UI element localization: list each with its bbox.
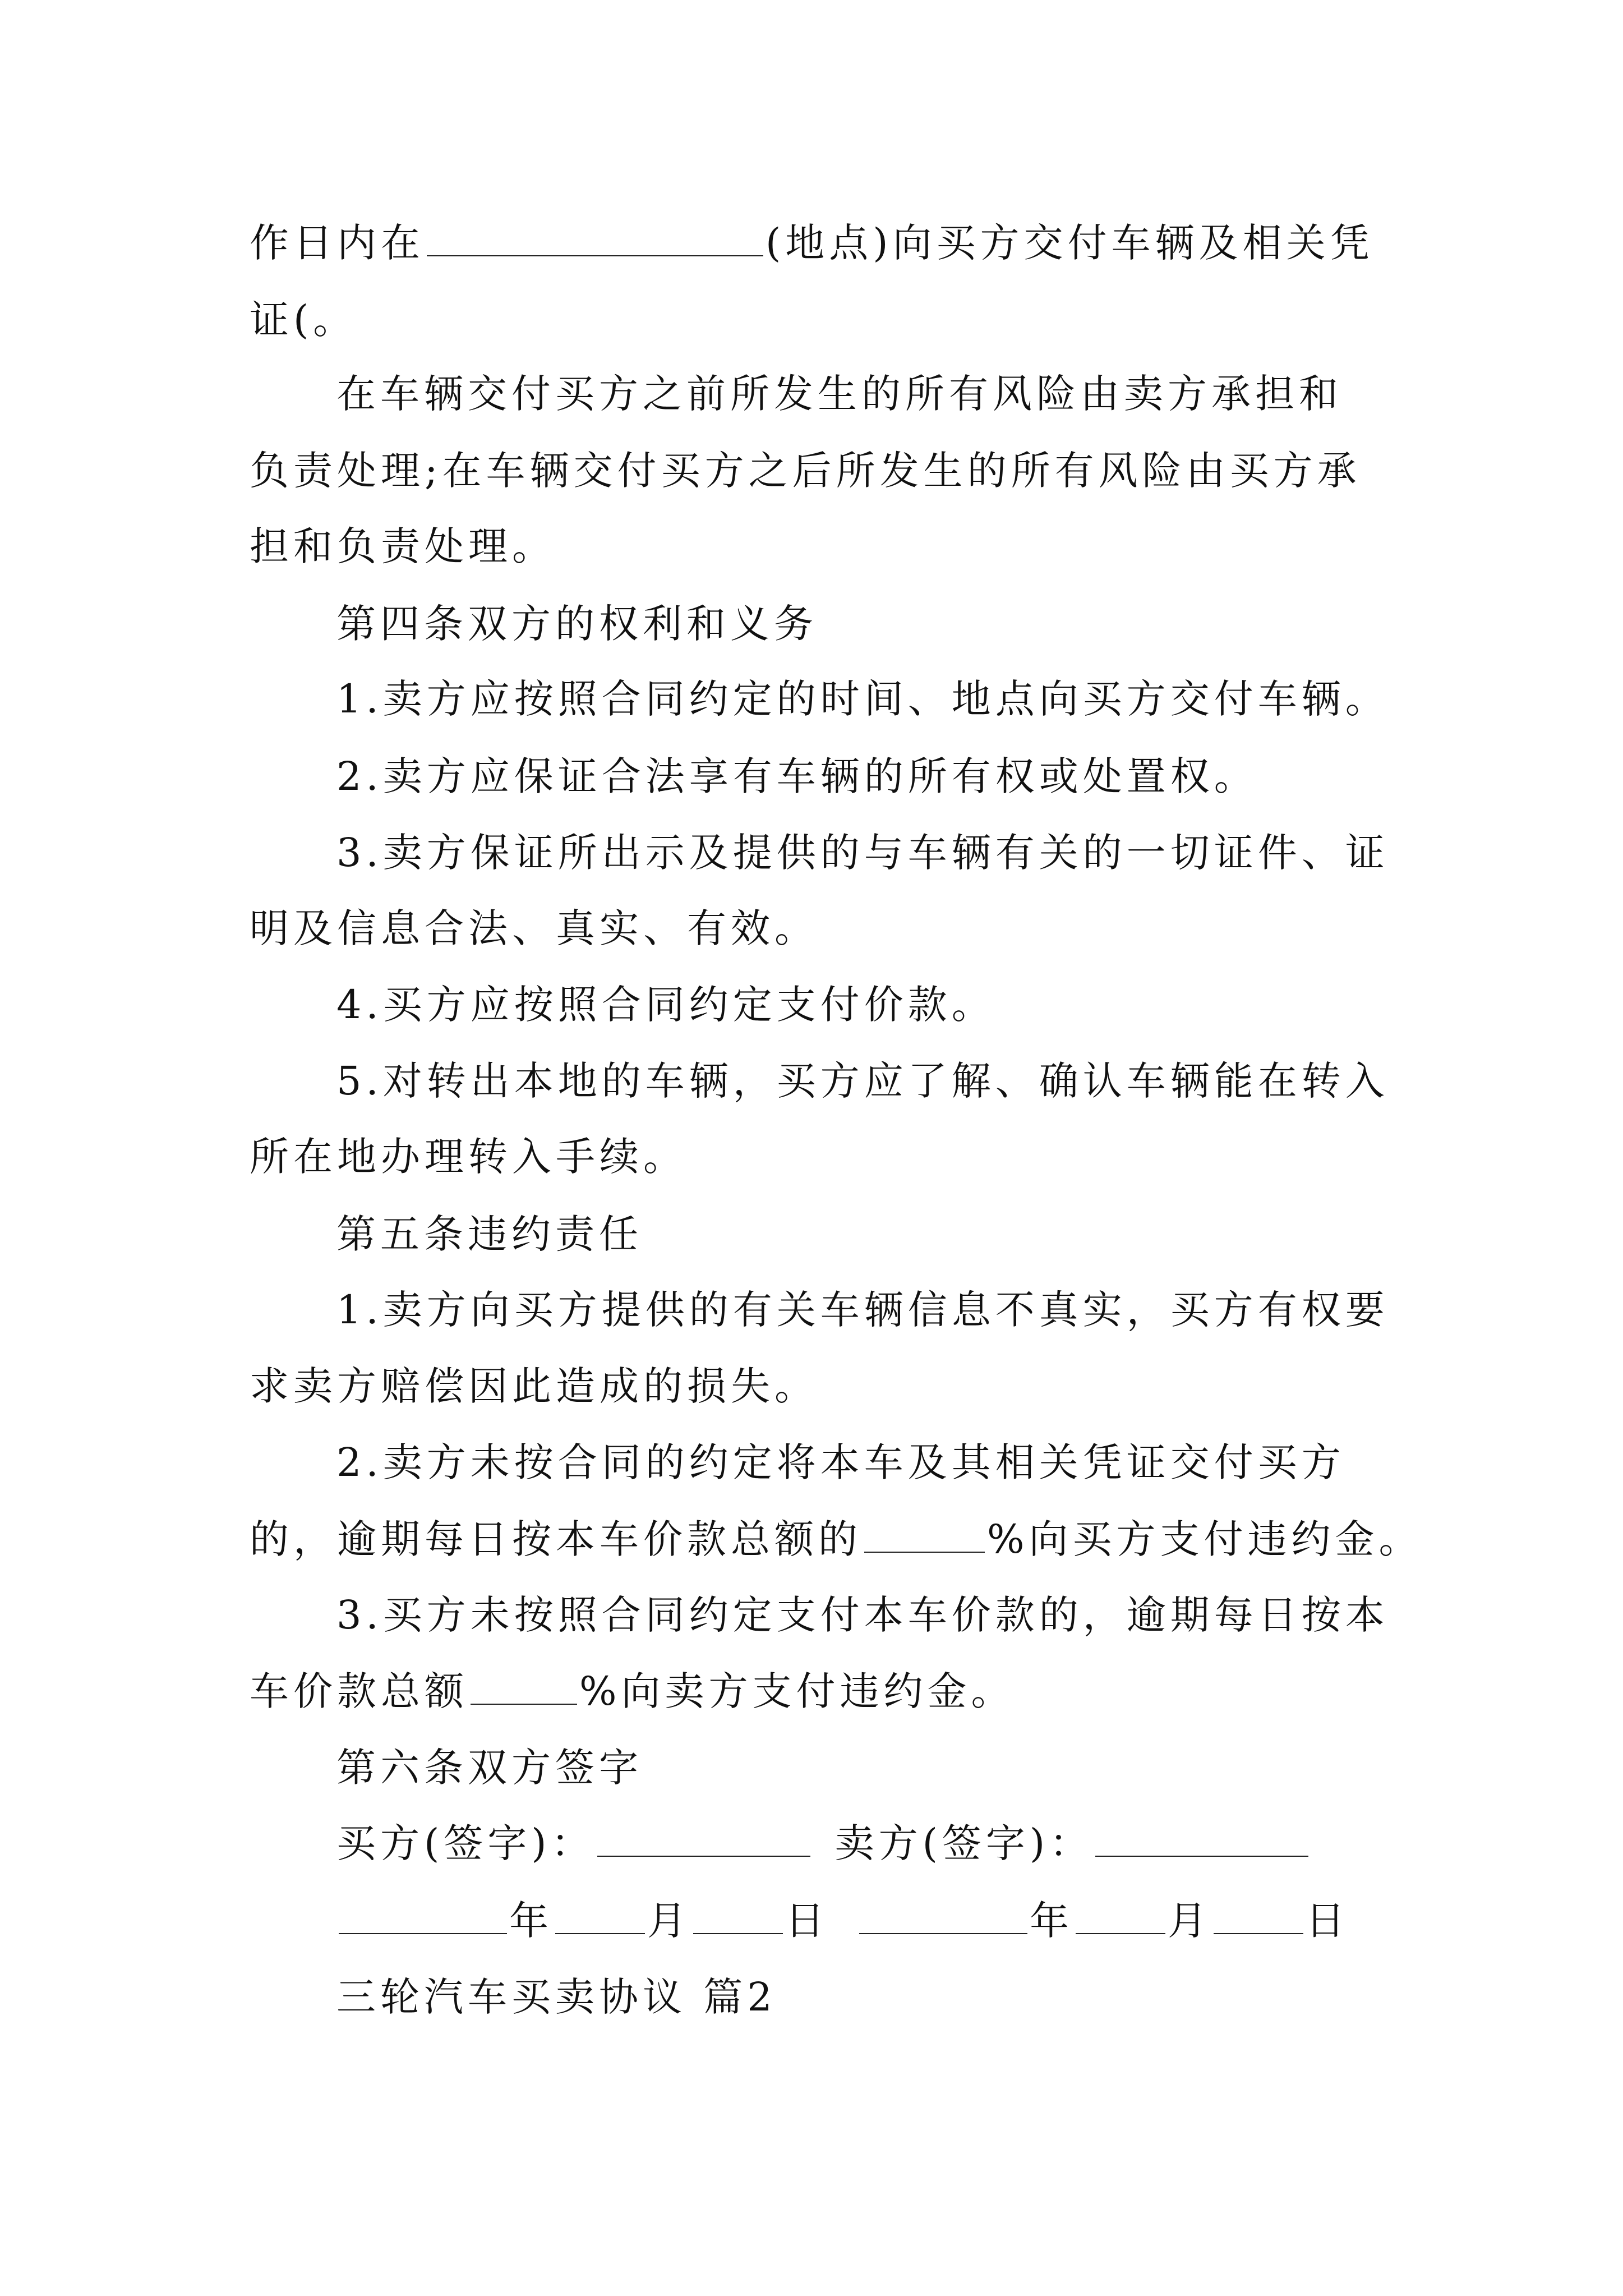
text-segment: 车价款总额	[250, 1668, 468, 1714]
month-blank	[1076, 1901, 1165, 1934]
day-blank	[1214, 1901, 1303, 1934]
text-line-10: 明及信息合法、真实、有效。	[250, 905, 818, 951]
blank-percentage	[864, 1519, 985, 1553]
text-line-11: 4.买方应按照合同约定支付价款。	[336, 982, 995, 1028]
signature-line	[336, 1815, 1311, 1871]
year-blank	[339, 1901, 507, 1934]
section-heading-6: 第六条双方签字	[336, 1745, 643, 1791]
section-heading-4: 第四条双方的权利和义务	[336, 601, 818, 647]
month-label: 月	[1168, 1898, 1211, 1944]
blank-percentage	[471, 1671, 577, 1705]
text-line-5: 担和负责处理。	[250, 523, 556, 569]
text-line-4: 负责处理;在车辆交付买方之后所发生的所有风险由买方承	[250, 448, 1361, 494]
text-segment: %向买方支付违约金。	[987, 1516, 1423, 1562]
text-line-9: 3.卖方保证所出示及提供的与车辆有关的一切证件、证	[336, 830, 1389, 876]
text-line-3: 在车辆交付买方之前所发生的所有风险由卖方承担和	[336, 371, 1343, 417]
text-segment: (地点)向买方交付车辆及相关凭	[766, 220, 1374, 266]
text-line-19: 3.买方未按照合同约定支付本车价款的，逾期每日按本	[336, 1592, 1389, 1638]
text-segment: 的，逾期每日按本车价款总额的	[250, 1516, 862, 1562]
text-line-13: 所在地办理转入手续。	[250, 1134, 687, 1180]
next-section-title: 三轮汽车买卖协议 篇2	[336, 1974, 777, 2020]
text-line-16: 求卖方赔偿因此造成的损失。	[250, 1363, 818, 1409]
buyer-signature-blank	[597, 1823, 810, 1857]
seller-signature-blank	[1095, 1823, 1308, 1857]
text-line-7: 1.卖方应按照合同约定的时间、地点向买方交付车辆。	[336, 676, 1389, 722]
text-line-20	[250, 1663, 1015, 1719]
year-blank	[859, 1901, 1027, 1934]
text-line-18	[250, 1511, 1423, 1567]
day-blank	[693, 1901, 783, 1934]
month-label: 月	[647, 1898, 691, 1944]
day-label: 日	[1306, 1898, 1349, 1944]
text-segment: 作日内在	[250, 220, 425, 266]
year-label: 年	[1030, 1898, 1073, 1944]
text-line-17: 2.卖方未按合同的约定将本车及其相关凭证交付买方	[336, 1439, 1345, 1485]
text-line-8: 2.卖方应保证合法享有车辆的所有权或处置权。	[336, 753, 1258, 799]
text-line-15: 1.卖方向买方提供的有关车辆信息不真实，买方有权要	[336, 1287, 1389, 1333]
buyer-signature-label: 买方(签字)：	[336, 1820, 595, 1866]
text-line-2: 证(。	[250, 297, 357, 343]
blank-location	[427, 223, 763, 256]
section-heading-5: 第五条违约责任	[336, 1211, 643, 1257]
date-line	[336, 1893, 1349, 1949]
text-segment: %向卖方支付违约金。	[579, 1668, 1015, 1714]
year-label: 年	[509, 1898, 553, 1944]
day-label: 日	[785, 1898, 829, 1944]
text-line-12: 5.对转出本地的车辆，买方应了解、确认车辆能在转入	[336, 1058, 1389, 1104]
text-line-1	[250, 215, 1374, 271]
seller-signature-label: 卖方(签字)：	[834, 1820, 1094, 1866]
month-blank	[555, 1901, 645, 1934]
